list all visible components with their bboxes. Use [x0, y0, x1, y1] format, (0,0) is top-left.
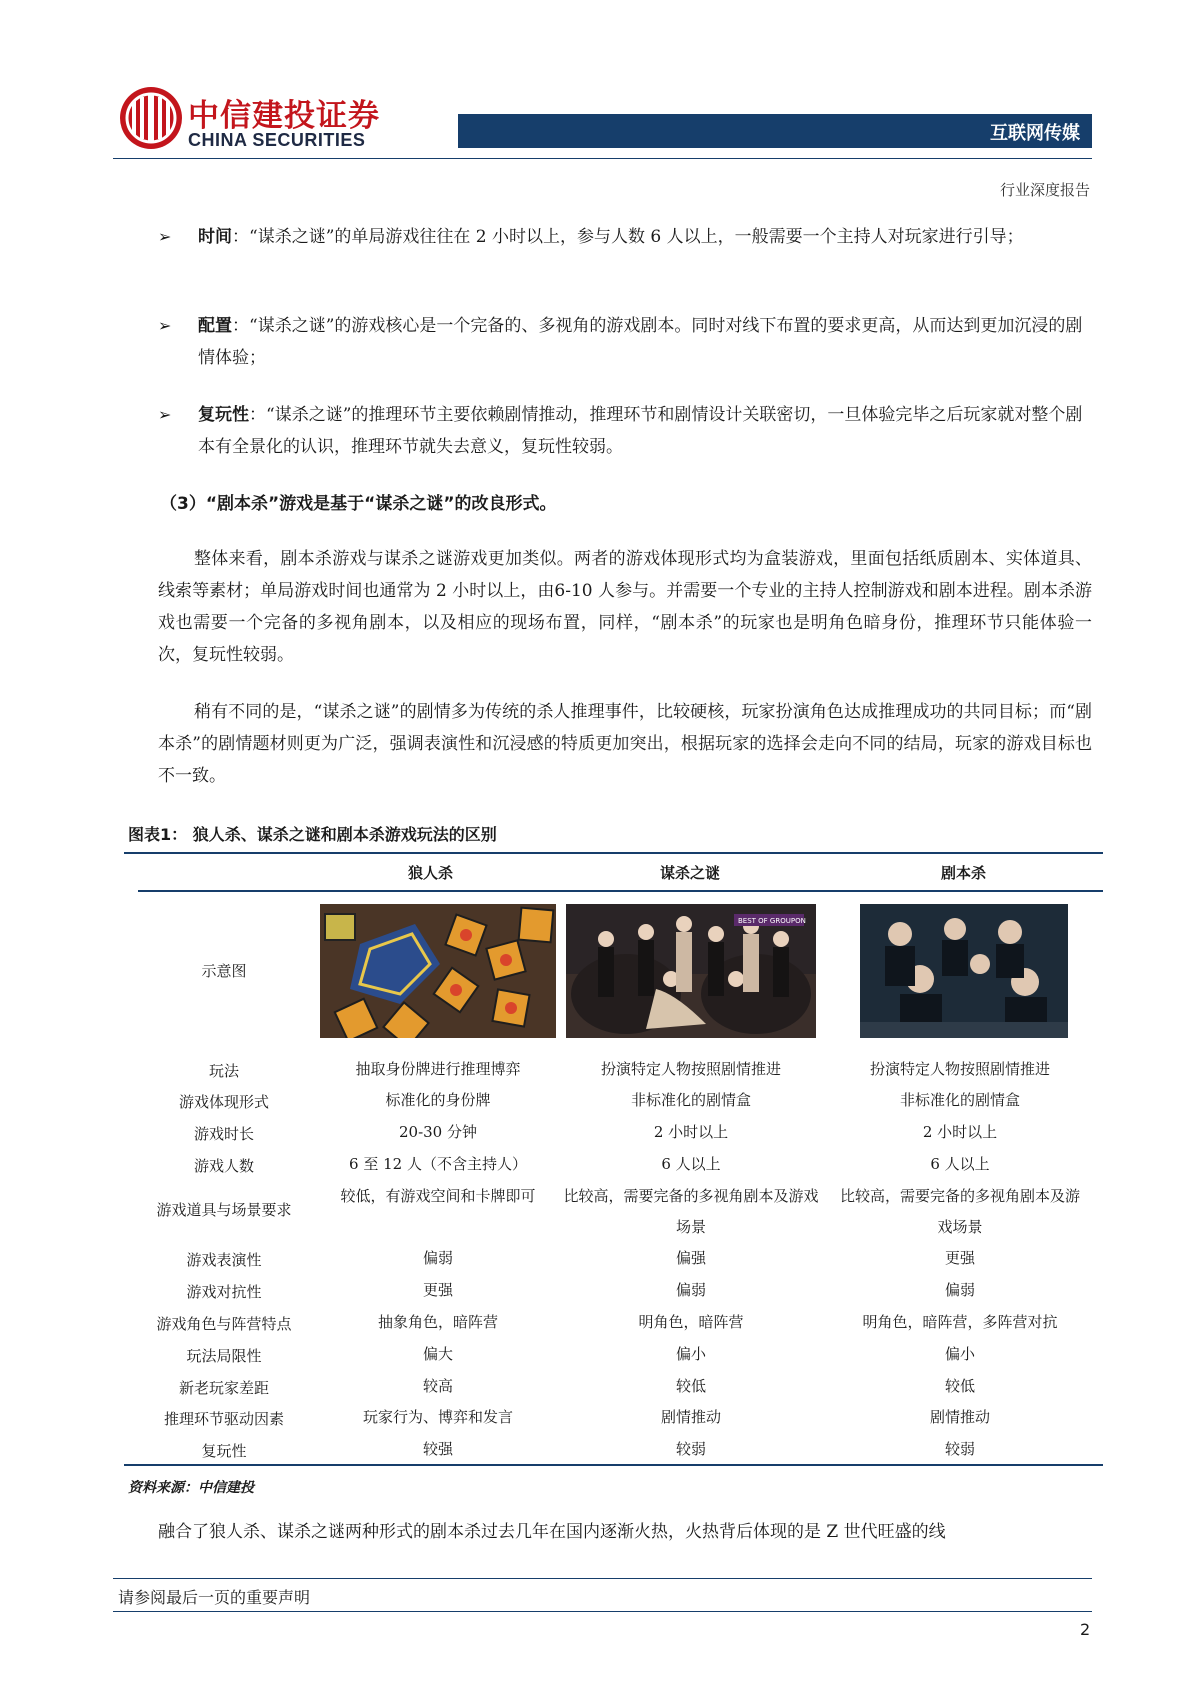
table-cell: 较低，有游戏空间和卡牌即可 — [340, 1187, 536, 1205]
table-cell: 较弱 — [675, 1440, 706, 1458]
page-number: 2 — [1080, 1620, 1091, 1639]
table-cell: 偏小 — [675, 1345, 706, 1363]
bullet-text: ：“谋杀之谜”的游戏核心是一个完备的、多视角的游戏剧本。同时对线下布置的要求更高，从而达到更加沉浸的剧情体验； — [198, 316, 1083, 368]
report-type: 行业深度报告 — [999, 181, 1090, 199]
table-cell: 较低 — [944, 1377, 975, 1395]
bullet-term: 复玩性 — [198, 405, 249, 425]
table-cell: 更强 — [944, 1249, 975, 1267]
table-cell: 抽取身份牌进行推理博弈 — [355, 1060, 521, 1078]
bullet-item — [158, 310, 1092, 374]
table-cell: 明角色，暗阵营，多阵营对抗 — [862, 1313, 1058, 1331]
column-header: 狼人杀 — [408, 864, 454, 882]
footer-disclaimer: 请参阅最后一页的重要声明 — [118, 1588, 311, 1607]
row-label: 游戏道具与场景要求 — [156, 1201, 292, 1219]
footer-divider — [113, 1611, 1092, 1612]
script-kill-poster-image — [860, 904, 1068, 1038]
figure-title: 图表1： 狼人杀、谋杀之谜和剧本杀游戏玩法的区别 — [128, 825, 497, 844]
table-cell: 扮演特定人物按照剧情推进 — [869, 1060, 1050, 1078]
table-cell: 比较高，需要完备的多视角剧本及游戏场景 — [839, 1187, 1080, 1236]
section-label: 互联网传媒 — [990, 123, 1080, 144]
row-label: 游戏时长 — [193, 1125, 254, 1143]
china-securities-logo-icon — [118, 85, 184, 151]
bullet-item — [158, 221, 1092, 253]
table-cell: 2 小时以上 — [922, 1123, 998, 1141]
table-cell: 剧情推动 — [660, 1408, 721, 1426]
row-label: 示意图 — [201, 962, 247, 980]
table-cell: 较强 — [422, 1440, 453, 1458]
table-cell: 比较高，需要完备的多视角剧本及游戏场景 — [563, 1187, 819, 1236]
row-label: 玩法 — [208, 1062, 239, 1080]
row-label: 游戏角色与阵营特点 — [156, 1315, 292, 1333]
table-cell: 偏弱 — [675, 1281, 706, 1299]
table-cell: 较高 — [422, 1377, 453, 1395]
table-cell: 2 小时以上 — [653, 1123, 729, 1141]
table-cell: 剧情推动 — [929, 1408, 990, 1426]
table-cell: 20-30 分钟 — [398, 1123, 477, 1141]
table-cell: 较弱 — [944, 1440, 975, 1458]
row-label: 复玩性 — [201, 1442, 247, 1460]
table-top-rule — [124, 852, 1103, 854]
row-label: 新老玩家差距 — [178, 1379, 269, 1397]
logo-text-cn: 中信建投证券 — [188, 98, 380, 134]
table-cell: 偏弱 — [422, 1249, 453, 1267]
table-cell: 非标准化的剧情盒 — [899, 1091, 1020, 1109]
table-cell: 标准化的身份牌 — [385, 1091, 491, 1109]
table-cell: 更强 — [422, 1281, 453, 1299]
column-header: 谋杀之谜 — [660, 864, 721, 882]
table-cell: 6 人以上 — [930, 1155, 990, 1173]
table-header-rule — [138, 890, 1103, 892]
table-cell: 偏强 — [675, 1249, 706, 1267]
table-cell: 较低 — [675, 1377, 706, 1395]
werewolf-cards-image — [320, 904, 556, 1038]
row-label: 游戏人数 — [193, 1157, 254, 1175]
badge-text: BEST OF GROUPON — [738, 917, 806, 925]
table-cell: 非标准化的剧情盒 — [630, 1091, 751, 1109]
section-subheading: （3）“剧本杀”游戏是基于“谋杀之谜”的改良形式。 — [160, 494, 557, 514]
bullet-item — [158, 399, 1092, 463]
logo-text-en: CHINA SECURITIES — [188, 130, 366, 150]
row-label: 游戏表演性 — [186, 1251, 262, 1269]
bullet-text: ：“谋杀之谜”的单局游戏往往在 2 小时以上，参与人数 6 人以上，一般需要一个主持人对玩家进行引导； — [232, 227, 1024, 247]
figure-source: 资料来源：中信建投 — [128, 1480, 254, 1496]
table-cell: 偏大 — [422, 1345, 453, 1363]
murder-mystery-cast-image — [566, 904, 816, 1038]
row-label: 推理环节驱动因素 — [163, 1410, 284, 1428]
table-cell: 偏小 — [944, 1345, 975, 1363]
table-cell: 偏弱 — [944, 1281, 975, 1299]
header-divider — [113, 158, 1092, 159]
bullet-term: 时间 — [198, 227, 232, 247]
section-bar — [458, 114, 1092, 148]
row-label: 玩法局限性 — [186, 1347, 262, 1365]
table-cell: 玩家行为、博弈和发言 — [362, 1408, 513, 1426]
column-header: 剧本杀 — [941, 864, 987, 882]
table-cell: 抽象角色，暗阵营 — [377, 1313, 498, 1331]
row-label: 游戏对抗性 — [186, 1283, 262, 1301]
table-cell: 扮演特定人物按照剧情推进 — [600, 1060, 781, 1078]
body-paragraph: 融合了狼人杀、谋杀之谜两种形式的剧本杀过去几年在国内逐渐火热，火热背后体现的是 Z 世代旺盛的线 — [158, 1522, 946, 1542]
table-cell: 明角色，暗阵营 — [638, 1313, 744, 1331]
table-cell: 6 人以上 — [661, 1155, 721, 1173]
arrow-bullet-icon: ➢ — [158, 316, 172, 335]
arrow-bullet-icon: ➢ — [158, 227, 172, 246]
footer-divider — [113, 1578, 1092, 1579]
row-label: 游戏体现形式 — [178, 1093, 269, 1111]
arrow-bullet-icon: ➢ — [158, 405, 172, 424]
body-paragraph: 稍有不同的是，“谋杀之谜”的剧情多为传统的杀人推理事件，比较硬核，玩家扮演角色达成推理成功的共同目标；而“剧本杀”的剧情题材则更为广泛，强调表演性和沉浸感的特质更加突出，根据玩家的选择会走向不同的结局，玩家的游戏目标也不一致。 — [158, 702, 1092, 786]
table-cell: 6 至 12 人（不含主持人） — [349, 1155, 527, 1173]
body-paragraph: 整体来看，剧本杀游戏与谋杀之谜游戏更加类似。两者的游戏体现形式均为盒装游戏，里面包括纸质剧本、实体道具、线索等素材；单局游戏时间也通常为 2 小时以上，由6-10 人参与。并需要一个专业的主持人控制游戏和剧本进程。剧本杀游戏也需要一个完备的多视角剧本，以及相应的现场布置，同样，“剧本杀”的玩家也是明角色暗身份，推理环节只能体验一次，复玩性较弱。 — [158, 549, 1092, 665]
table-bottom-rule — [124, 1464, 1103, 1466]
bullet-text: ：“谋杀之谜”的推理环节主要依赖剧情推动，推理环节和剧情设计关联密切，一旦体验完毕之后玩家就对整个剧本有全景化的认识，推理环节就失去意义，复玩性较弱。 — [198, 405, 1083, 457]
bullet-term: 配置 — [198, 316, 232, 336]
